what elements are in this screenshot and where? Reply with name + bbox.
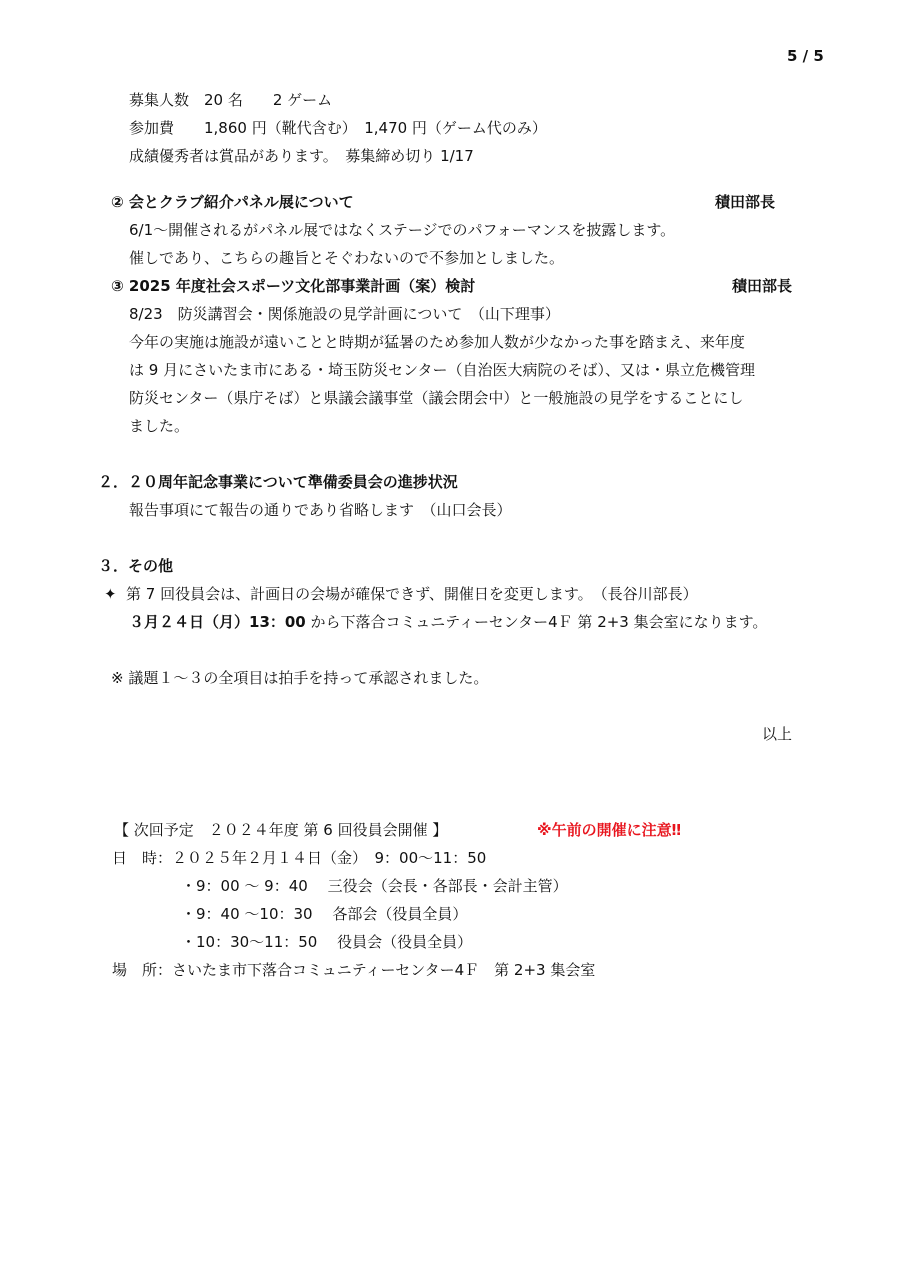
item3-line: 今年の実施は施設が遠いことと時期が猛暑のため参加人数が少なかった事を踏まえ、来年度 [129,333,745,351]
section3-line: 第 7 回役員会は、計画日の会場が確保できず、開催日を変更します。 （長谷川部長） [126,585,698,603]
section3-heading: ３．その他 [98,557,174,575]
recruit-fee: 参加費 1,860 円（靴代含む） 1,470 円（ゲーム代のみ） [129,119,547,137]
item2-line: 催しであり、こちらの趣旨とそぐわないので不参加としました。 [129,249,565,267]
section2-heading: ２．２０周年記念事業について準備委員会の進捗状況 [98,473,458,491]
section3-line [129,608,767,636]
item2-person: 積田部長 [715,193,776,211]
item3-line: ました。 [129,417,190,435]
next-meeting-place: 場 所：さいたま市下落合コミュニティーセンター4Ｆ 第 2+3 集会室 [112,961,596,979]
schedule-slot: ・10：30〜11：50 役員会（役員全員） [181,933,473,951]
recruit-prize-deadline: 成績優秀者は賞品があります。 募集締め切り 1/17 [129,147,474,165]
item2-line: 6/1〜開催されるがパネル展ではなくステージでのパフォーマンスを披露します。 [129,221,676,239]
approval-note: ※ 議題１～３の全項目は拍手を持って承認されました。 [111,669,489,687]
item3-line: は 9 月にさいたま市にある・埼玉防災センター（自治医大病院のそば）、又は・県立危機管理 [129,361,755,379]
item3-line: 防災センター（県庁そば）と県議会議事堂（議会閉会中）と一般施設の見学をすることにし [129,389,744,407]
new-venue: から下落合コミュニティーセンター4Ｆ 第 2+3 集会室になります。 [305,613,768,631]
schedule-slot: ・9：00 〜 9：40 三役会（会長・各部長・会計主管） [181,877,568,895]
next-meeting-header: 【 次回予定 ２０２４年度 第 6 回役員会開催 】 [114,821,448,839]
item2-title: ② 会とクラブ紹介パネル展について [111,193,354,211]
section2-line: 報告事項にて報告の通りであり省略します （山口会長） [129,501,512,519]
schedule-slot: ・9：40 〜10：30 各部会（役員全員） [181,905,468,923]
item3-line: 8/23 防災講習会・関係施設の見学計画について （山下理事） [129,305,560,323]
item3-person: 積田部長 [732,277,793,295]
next-meeting-warning: ※午前の開催に注意‼ [537,821,681,839]
star-bullet-icon: ✦ [104,585,117,603]
item3-title: ③ 2025 年度社会スポーツ文化部事業計画（案）検討 [111,277,476,295]
closing: 以上 [762,725,793,743]
recruit-count: 募集人数 20 名 2 ゲーム [129,91,333,109]
page-number: 5 / 5 [787,47,824,65]
next-meeting-datetime: 日 時：２０２５年２月１４日（金） 9：00〜11：50 [112,849,487,867]
new-date: ３月２４日（月）13：00 [129,613,306,631]
